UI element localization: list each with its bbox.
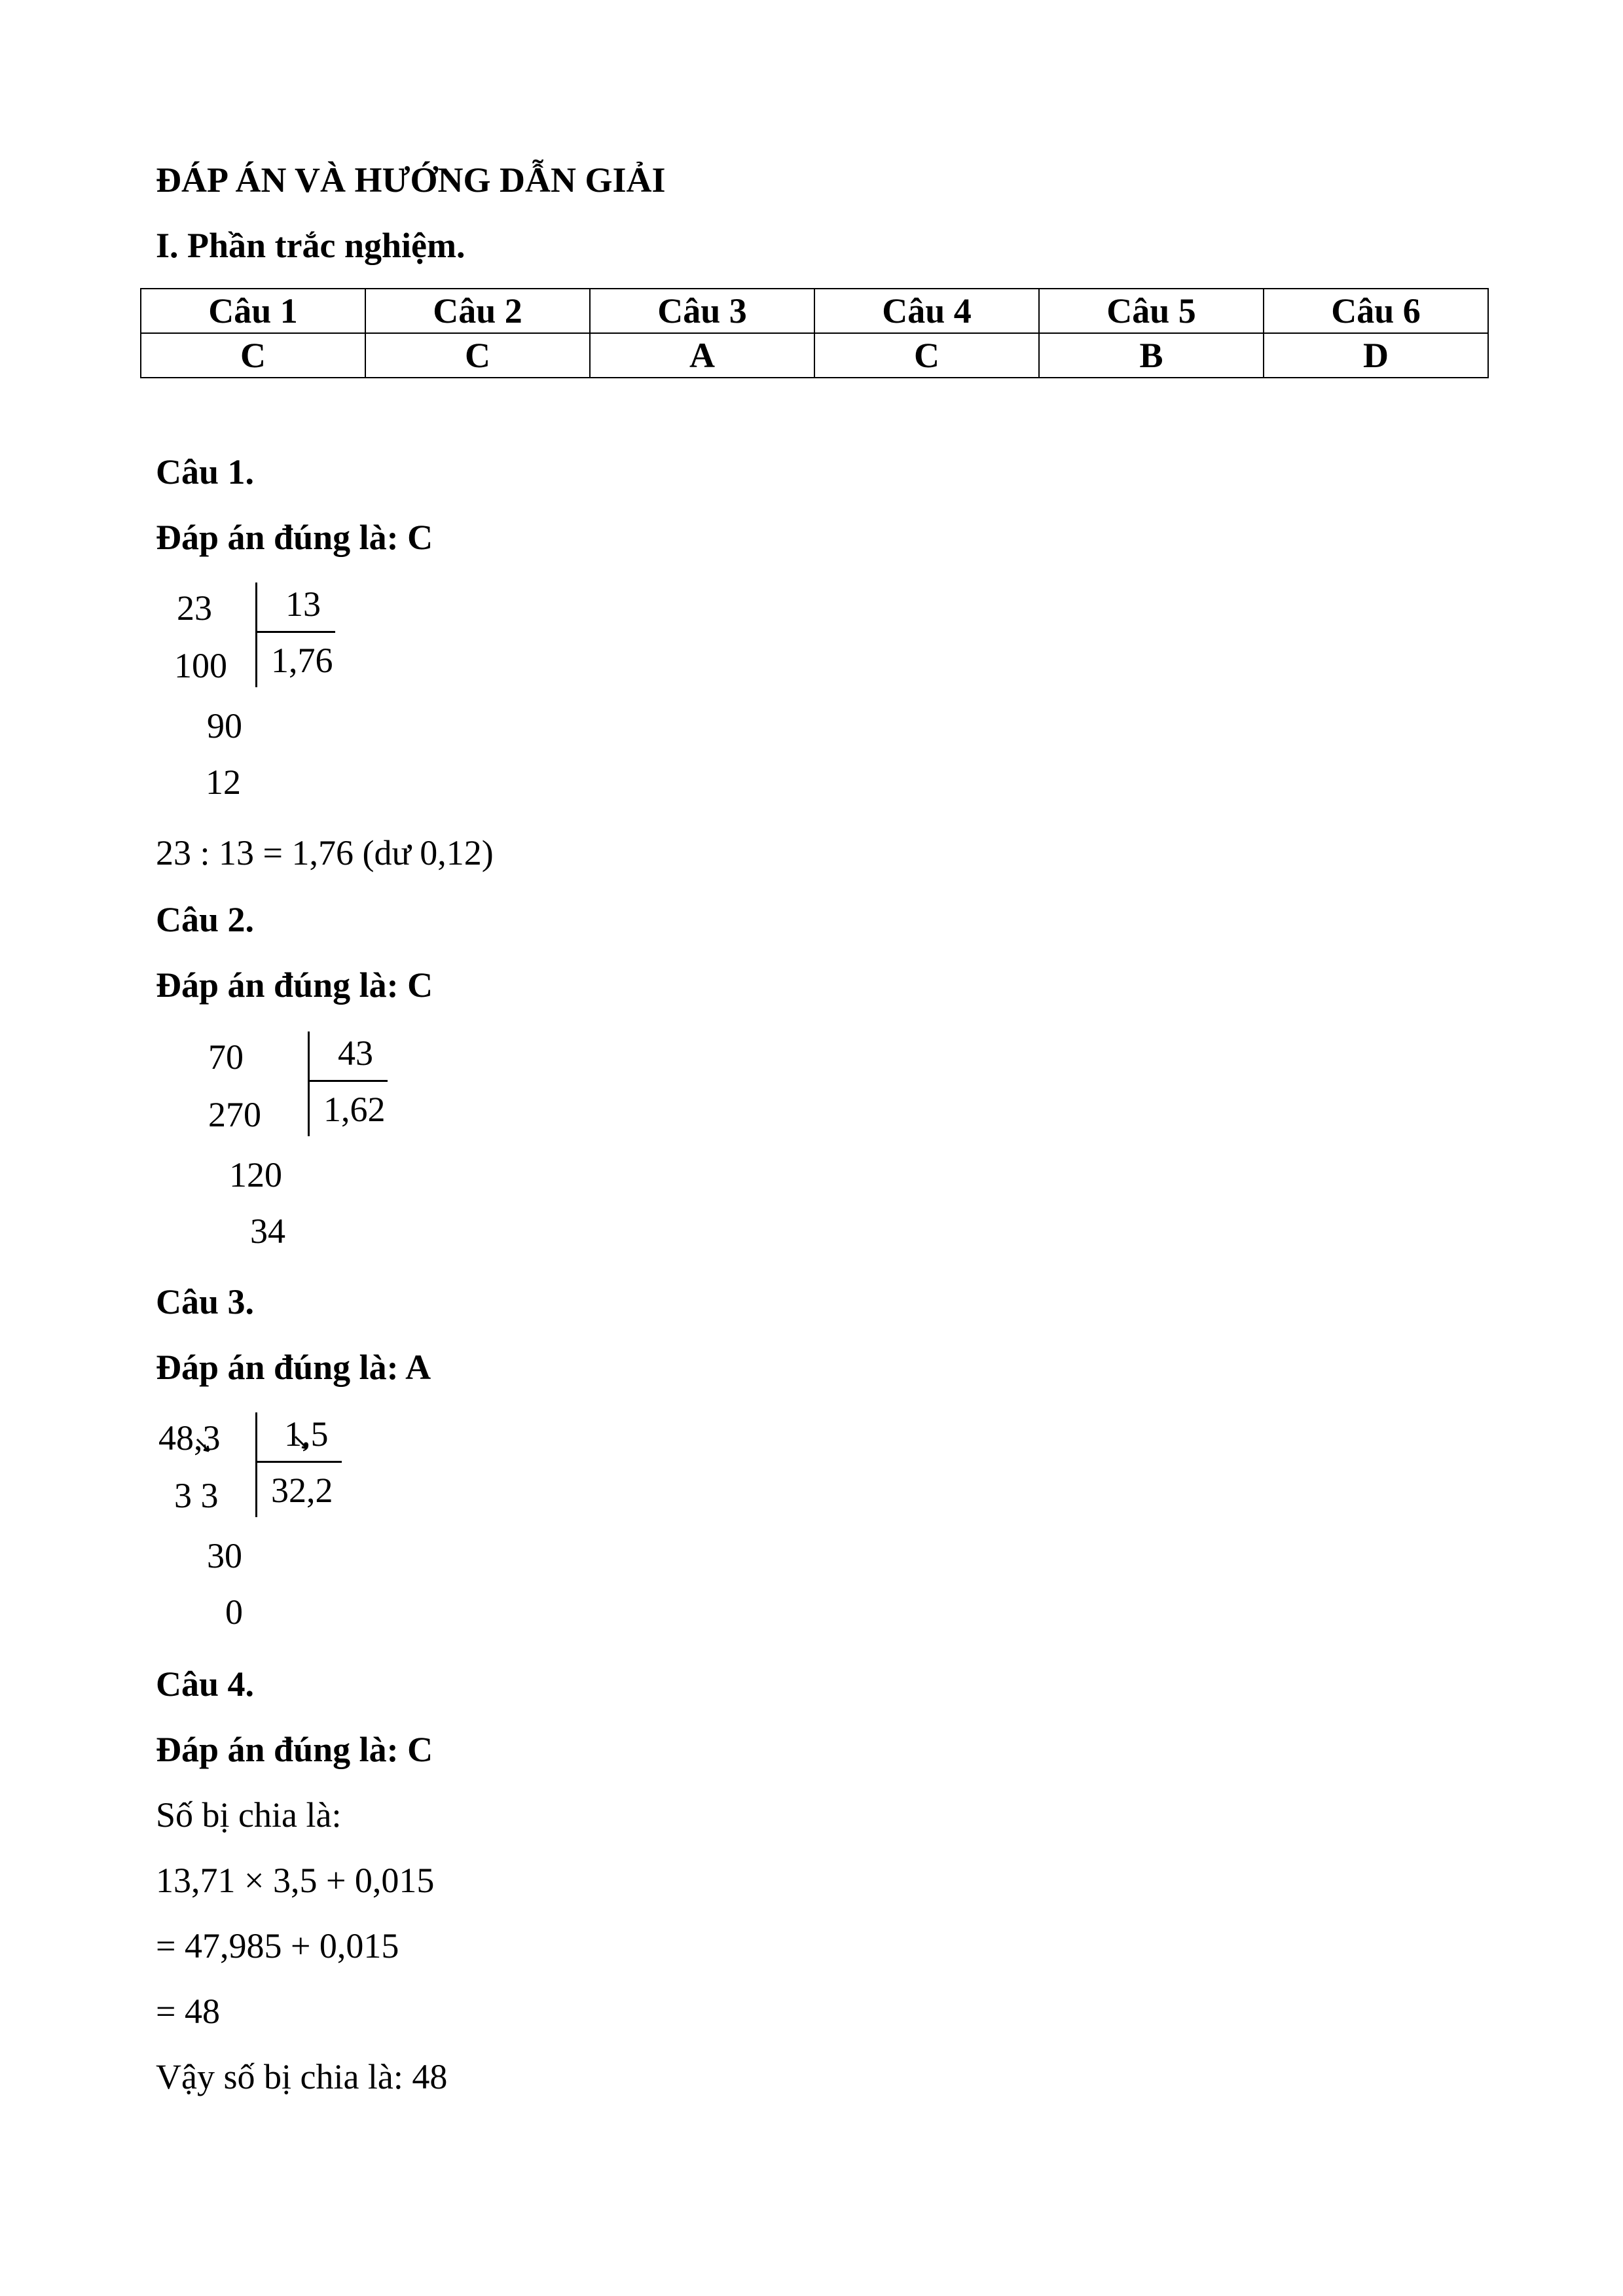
solution-line: = 47,985 + 0,015: [156, 1926, 399, 1965]
header-cell: Câu 6: [1264, 289, 1488, 333]
header-cell: Câu 1: [141, 289, 365, 333]
quotient: 32,2: [271, 1471, 333, 1510]
division-step: 3 3: [174, 1476, 219, 1515]
dividend: 70: [208, 1037, 244, 1077]
answer-cell: A: [590, 333, 814, 378]
divisor: 43: [338, 1033, 373, 1073]
division-bar-horizontal: [255, 1461, 342, 1463]
decimal-shift-mark-icon: [195, 1437, 212, 1454]
section-heading: I. Phần trắc nghiệm.: [156, 226, 465, 265]
header-cell: Câu 2: [365, 289, 590, 333]
question-1-result: 23 : 13 = 1,76 (dư 0,12): [156, 833, 494, 872]
division-bar-vertical: [255, 1412, 257, 1517]
division-bar-vertical: [308, 1031, 310, 1136]
question-1-heading: Câu 1.: [156, 452, 255, 492]
page-title: ĐÁP ÁN VÀ HƯỚNG DẪN GIẢI: [156, 160, 666, 200]
dividend: 48,3: [158, 1418, 221, 1458]
solution-line: Số bị chia là:: [156, 1795, 342, 1835]
division-step: 120: [229, 1155, 282, 1194]
division-bar-horizontal: [308, 1080, 388, 1082]
divisor: 13: [285, 584, 321, 624]
answer-table-answer-row: [141, 333, 1488, 378]
answer-cell: D: [1264, 333, 1488, 378]
division-bar-horizontal: [255, 631, 335, 633]
question-3-heading: Câu 3.: [156, 1282, 255, 1321]
question-2-heading: Câu 2.: [156, 900, 255, 939]
question-3-answer: Đáp án đúng là: A: [156, 1348, 431, 1387]
division-step: 34: [250, 1211, 285, 1251]
answer-cell: C: [365, 333, 590, 378]
division-step: 12: [206, 762, 241, 802]
header-cell: Câu 3: [590, 289, 814, 333]
question-2-answer: Đáp án đúng là: C: [156, 965, 433, 1005]
division-bar-vertical: [255, 583, 257, 687]
division-step: 90: [207, 706, 242, 745]
quotient: 1,76: [271, 641, 333, 680]
answer-cell: C: [141, 333, 365, 378]
answer-cell: C: [814, 333, 1039, 378]
solution-line: Vậy số bị chia là: 48: [156, 2057, 448, 2096]
quotient: 1,62: [323, 1090, 386, 1129]
division-step: 270: [208, 1095, 261, 1134]
question-4-heading: Câu 4.: [156, 1664, 255, 1704]
divisor: 1,5: [284, 1414, 329, 1454]
question-4-answer: Đáp án đúng là: C: [156, 1730, 433, 1769]
header-cell: Câu 5: [1039, 289, 1264, 333]
header-cell: Câu 4: [814, 289, 1039, 333]
decimal-shift-mark-icon: [293, 1435, 310, 1452]
division-step: 100: [174, 646, 227, 685]
answer-table-header-row: [141, 289, 1488, 333]
division-step: 0: [225, 1592, 243, 1632]
answer-table: [140, 288, 1489, 378]
solution-line: 13,71 × 3,5 + 0,015: [156, 1861, 435, 1900]
solution-line: = 48: [156, 1992, 220, 2031]
question-1-answer: Đáp án đúng là: C: [156, 518, 433, 557]
division-step: 30: [207, 1536, 242, 1575]
dividend: 23: [177, 588, 212, 628]
answer-cell: B: [1039, 333, 1264, 378]
